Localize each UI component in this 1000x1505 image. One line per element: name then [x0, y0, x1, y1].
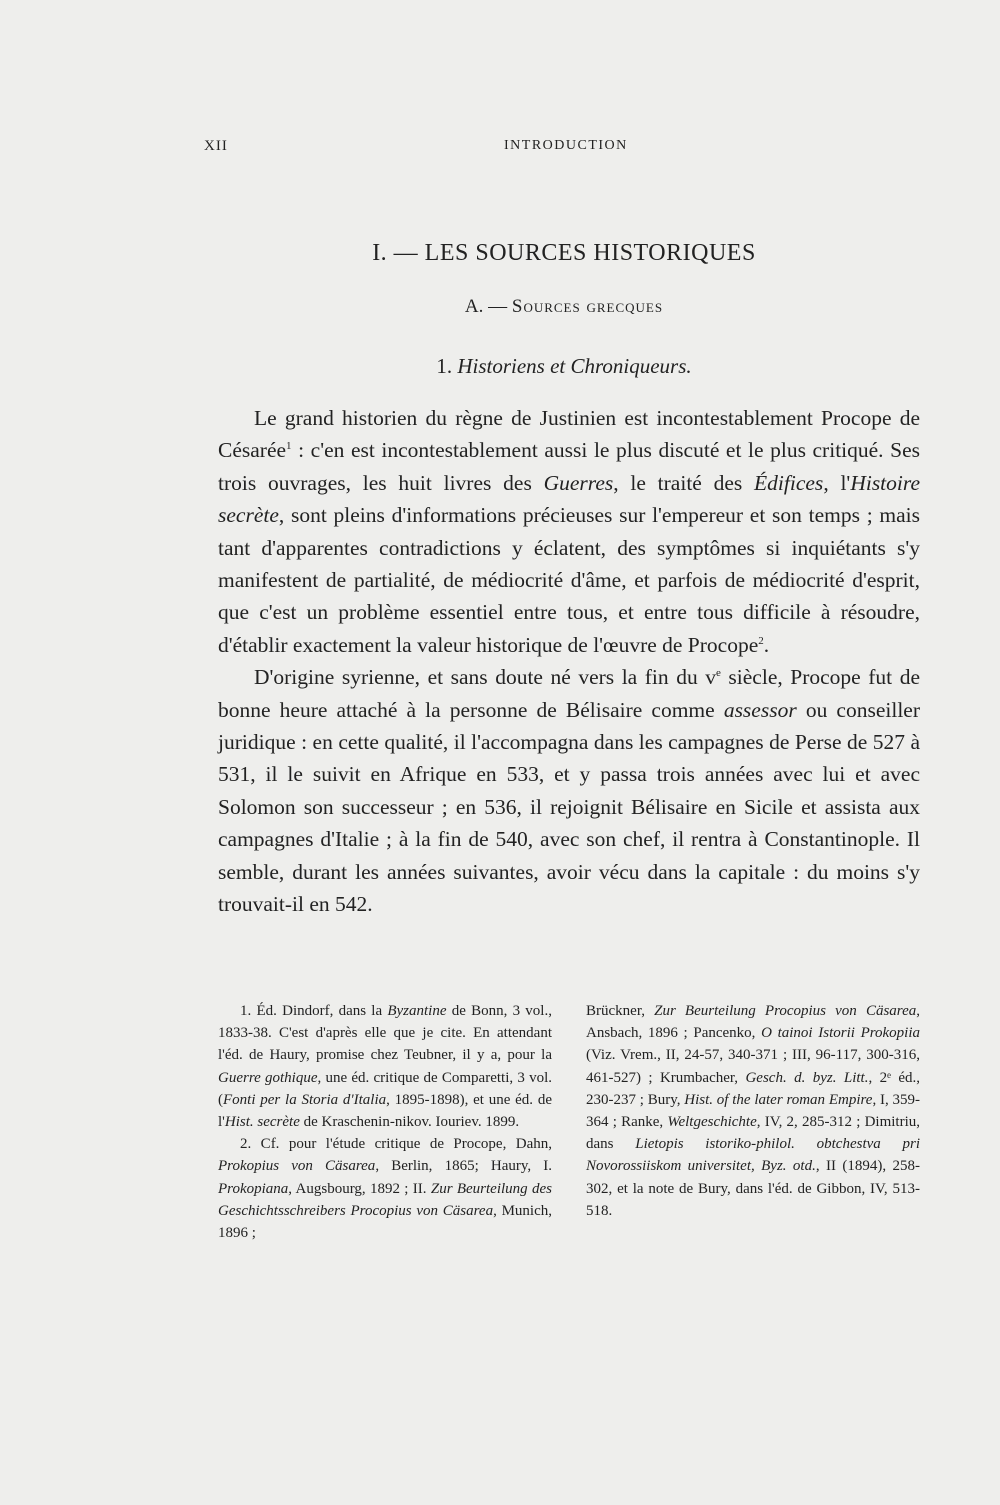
paragraph-text: siècle, Procope fut de bonne heure attaché à la personne de Bélisaire comme — [218, 665, 920, 722]
footnote-title: Zur Beurteilung Procopius von Cäsarea — [654, 1003, 917, 1019]
footnote-text: , une éd. critique de Comparetti, 3 vol. ( — [218, 1069, 552, 1108]
paragraph-text: D'origine syrienne, et sans doute né vers la fin du v — [254, 665, 716, 690]
term-assessor: assessor — [723, 697, 797, 722]
footnote-title: Zur Beurteilung des Geschichtsschreibers Procopius von Cäsarea — [218, 1180, 552, 1219]
paragraph-text: ou conseiller juridique : en cette qualité, il l'accompagna dans les campagnes de Perse de 527 à 531, il le suivit en Afrique en 533, et y passa trois années avec lui et avec Solomon son successeur ; en 536, il rejoignit Bélisaire en Sicile et assista aux campagnes d'Italie ; à la fin de 540, avec son chef, il rentra à Constantinople. Il semble, durant les années suivantes, avoir vécu dans la capitale : du moins s'y trouvait-il en 542. — [218, 697, 920, 917]
footnote-text: , Berlin, 1865; Haury, I. — [375, 1158, 552, 1175]
footnote-title: Fonti per la Storia d'Italia — [223, 1091, 387, 1108]
subsubsection-title — [204, 354, 924, 379]
subsection-title — [204, 296, 924, 318]
footnote-title: Hist. of the later roman Empire — [684, 1091, 873, 1108]
footnote-2 — [218, 1133, 552, 1244]
page-number: XII — [204, 138, 228, 154]
subsection-prefix: A. — — [464, 296, 512, 317]
superscript-e: e — [715, 667, 721, 680]
paragraph-text: Le grand historien du règne de Justinien est incontestablement Procope de Césarée — [218, 406, 920, 463]
footnote-text: 2. Cf. pour l'étude critique de Procope, Dahn, — [240, 1136, 552, 1153]
footnote-title: Lietopis istoriko-philol. obtchestva pri Novorossiiskom universitet, Byz. otd. — [586, 1136, 920, 1175]
footnote-text: , IV, 2, 285-312 ; Dimitriu, dans — [586, 1114, 920, 1153]
footnotes-right-column — [586, 1000, 920, 1222]
footnote-title: Byzantine — [387, 1003, 447, 1019]
paragraph-1 — [218, 402, 920, 661]
footnote-text: de Bonn, 3 vol., 1833-38. C'est d'après elle que je cite. En attendant l'éd. de Haury, promise chez Teubner, il y a, pour la — [218, 1003, 552, 1064]
footnote-title: Prokopius von Cäsarea — [218, 1158, 376, 1175]
footnote-2-continued — [586, 1000, 920, 1222]
footnote-text: (Viz. Vrem., II, 24-57, 340-371 ; III, 96-117, 300-316, 461-527) ; Krumbacher, — [586, 1047, 920, 1086]
footnote-title: O tainoi Istorii Prokopiia — [761, 1025, 920, 1042]
title-guerres: Guerres — [543, 470, 614, 495]
running-title: INTRODUCTION — [504, 138, 628, 153]
footnote-text: , Augsbourg, 1892 ; II. — [288, 1180, 431, 1197]
footnote-text: , I, 359-364 ; Ranke, — [586, 1091, 920, 1131]
footnote-text: , Ansbach, 1896 ; Pancenko, — [586, 1003, 920, 1042]
title-histoire-secrete: Histoire secrète — [218, 470, 920, 528]
body-text — [218, 402, 920, 921]
running-head — [204, 138, 924, 158]
footnote-text: , 2ᵉ éd., 230-237 ; Bury, — [586, 1069, 920, 1108]
footnote-text: Brückner, — [586, 1003, 655, 1019]
footnote-text: , Munich, 1896 ; — [218, 1202, 552, 1242]
subsubsection-text: Historiens et Chroniqueurs. — [457, 354, 692, 378]
footnote-title: Weltgeschichte — [667, 1114, 757, 1131]
paragraph-text: , le traité des — [613, 470, 755, 495]
title-edifices: Édifices — [754, 470, 824, 495]
paragraph-text: : c'en est incontestablement aussi le plus discuté et le plus critiqué. Ses trois ouvrages, les huit livres des — [218, 438, 920, 495]
paragraph-2 — [218, 661, 920, 920]
footnote-1 — [218, 1000, 552, 1133]
footnote-title: Prokopiana — [218, 1180, 289, 1197]
footnote-ref-2[interactable]: 2 — [758, 634, 764, 647]
footnote-text: , II (1894), 258-302, et la note de Bury, dans l'éd. de Gibbon, IV, 513-518. — [586, 1158, 920, 1219]
footnote-text: , 1895-1898), et une éd. de l' — [218, 1091, 552, 1131]
footnote-ref-1[interactable]: 1 — [286, 440, 292, 453]
footnote-text: 1. Éd. Dindorf, dans la — [240, 1003, 388, 1019]
footnote-title: Hist. secrète — [224, 1114, 300, 1131]
paragraph-text: , sont pleins d'informations précieuses sur l'empereur et son temps ; mais tant d'apparentes contradictions y éclatent, des symptômes si inquiétants s'y manifestent de partialité, de médiocrité d'âme, et parfois de médiocrité d'esprit, que c'est un problème essentiel entre tous, et entre tous difficile à résoudre, d'établir exactement la valeur historique de l'œuvre de Procope — [218, 503, 920, 657]
subsection-text: Sources grecques — [511, 296, 664, 317]
footnotes-left-column — [218, 1000, 552, 1244]
paragraph-text: . — [763, 632, 770, 657]
paragraph-text: , l' — [823, 470, 851, 495]
footnote-title: Guerre gothique — [218, 1069, 318, 1086]
footnote-title: Gesch. d. byz. Litt. — [745, 1069, 869, 1086]
footnote-text: de Kraschenin-nikov. Iouriev. 1899. — [299, 1114, 520, 1131]
section-title: I. — LES SOURCES HISTORIQUES — [372, 240, 756, 266]
subsubsection-number: 1. — [436, 354, 458, 378]
